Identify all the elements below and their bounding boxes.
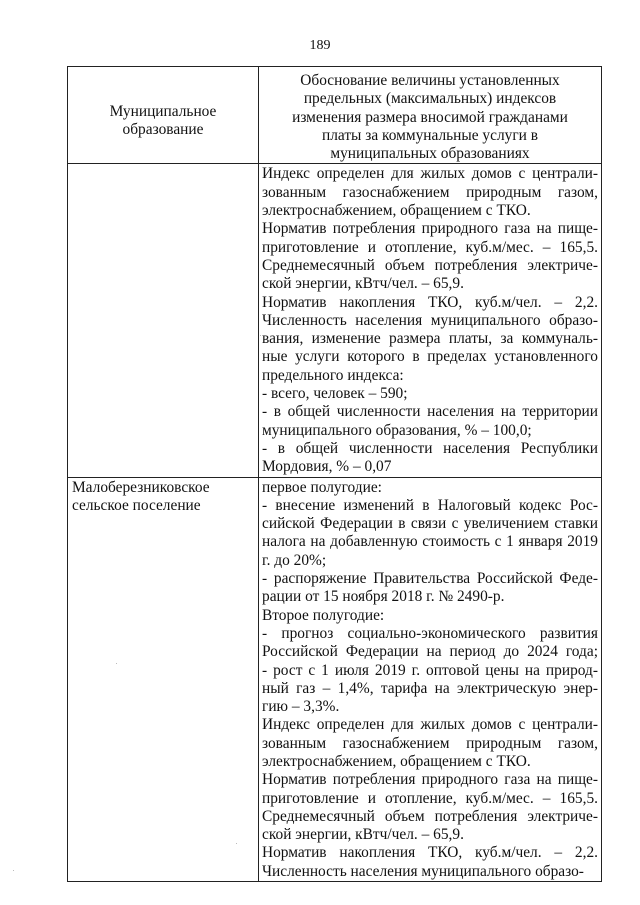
- text-line: зованным газоснабжением природным газом,: [262, 734, 598, 752]
- header-justification-line: предельных (максимальных) индексов: [303, 90, 557, 108]
- table-row: [68, 477, 602, 882]
- text-line: - рост с 1 июля 2019 г. оптовой цены на природ-: [262, 661, 598, 679]
- header-justification-line: муниципальных образованиях: [330, 145, 530, 163]
- text-line: Мордовия, % – 0,07: [262, 458, 392, 476]
- text-line: электроснабжением, обращением с ТКО.: [262, 752, 531, 770]
- scan-speck: [13, 870, 14, 871]
- text-line: ской энергии, кВтч/чел. – 65,9.: [262, 826, 464, 844]
- text-line: Норматив накопления ТКО, куб.м/чел. – 2,2.: [262, 844, 598, 862]
- text-line: Среднемесячный объем потребления электриче-: [262, 807, 598, 825]
- text-line: налога на добавленную стоимость с 1 января 2019: [262, 533, 598, 551]
- municipality-name-line: сельское поселение: [72, 496, 201, 514]
- text-line: вания, изменение размера платы, за коммуналь-: [262, 330, 598, 348]
- table-header-row: [68, 67, 602, 164]
- text-line: - в общей численности населения на территории: [262, 403, 598, 421]
- municipality-cell: [68, 164, 259, 477]
- header-justification-line: изменения размера вносимой гражданами: [292, 108, 568, 126]
- text-line: ской энергии, кВтч/чел. – 65,9.: [262, 275, 464, 293]
- municipality-cell: [68, 477, 259, 882]
- text-line: Норматив накопления ТКО, куб.м/чел. – 2,2.: [262, 293, 598, 311]
- page-number: 189: [309, 38, 331, 53]
- header-justification: [259, 67, 602, 164]
- text-line: первое полугодие:: [262, 478, 382, 496]
- text-line: Второе полугодие:: [262, 606, 385, 624]
- text-line: рации от 15 ноября 2018 г. № 2490-р.: [262, 588, 505, 606]
- municipality-name-line: Малоберезниковское: [72, 478, 210, 496]
- text-line: - распоряжение Правительства Российской Феде-: [262, 570, 598, 588]
- scan-speck: [116, 663, 117, 664]
- header-municipality: [68, 67, 259, 164]
- header-municipality-line: Муниципальное: [109, 102, 217, 120]
- text-line: предельного индекса:: [262, 366, 404, 384]
- text-line: сийской Федерации в связи с увеличением ставки: [262, 515, 598, 533]
- text-line: Индекс определен для жилых домов с централи-: [262, 165, 598, 183]
- text-line: муниципального образования, % – 100,0;: [262, 421, 532, 439]
- text-line: - в общей численности населения Республики: [262, 439, 598, 457]
- text-line: Численность населения муниципального образо-: [262, 862, 584, 880]
- text-line: Индекс определен для жилых домов с централи-: [262, 716, 598, 734]
- text-line: зованным газоснабжением природным газом,: [262, 183, 598, 201]
- scan-speck: [236, 843, 237, 844]
- text-line: гию – 3,3%.: [262, 698, 340, 716]
- justification-cell: [259, 477, 602, 882]
- text-line: электроснабжением, обращением с ТКО.: [262, 202, 531, 220]
- text-line: ные услуги которого в пределах установленного: [262, 348, 598, 366]
- text-line: Численность населения муниципального образо-: [262, 311, 598, 329]
- text-line: - внесение изменений в Налоговый кодекс Рос-: [262, 496, 598, 514]
- text-line: Среднемесячный объем потребления электриче-: [262, 256, 598, 274]
- scan-speck: [260, 335, 261, 336]
- tariff-justification-table: [67, 66, 602, 882]
- header-municipality-line: образование: [122, 121, 204, 139]
- header-justification-line: Обоснование величины установленных: [300, 72, 560, 89]
- text-line: г. до 20%;: [262, 551, 327, 569]
- text-line: Российской Федерации на период до 2024 года;: [262, 643, 598, 661]
- text-line: - всего, человек – 590;: [262, 385, 408, 403]
- table-row: [68, 164, 602, 477]
- text-line: Норматив потребления природного газа на пище-: [262, 220, 598, 238]
- text-line: приготовление и отопление, куб.м/мес. – 165,5.: [262, 238, 598, 256]
- header-justification-line: платы за коммунальные услуги в: [321, 126, 539, 144]
- text-line: - прогноз социально-экономического развития: [262, 624, 598, 642]
- text-line: приготовление и отопление, куб.м/мес. – 165,5.: [262, 789, 598, 807]
- justification-cell: [259, 164, 602, 477]
- text-line: ный газ – 1,4%, тарифа на электрическую энер-: [262, 679, 598, 697]
- text-line: Норматив потребления природного газа на пище-: [262, 771, 598, 789]
